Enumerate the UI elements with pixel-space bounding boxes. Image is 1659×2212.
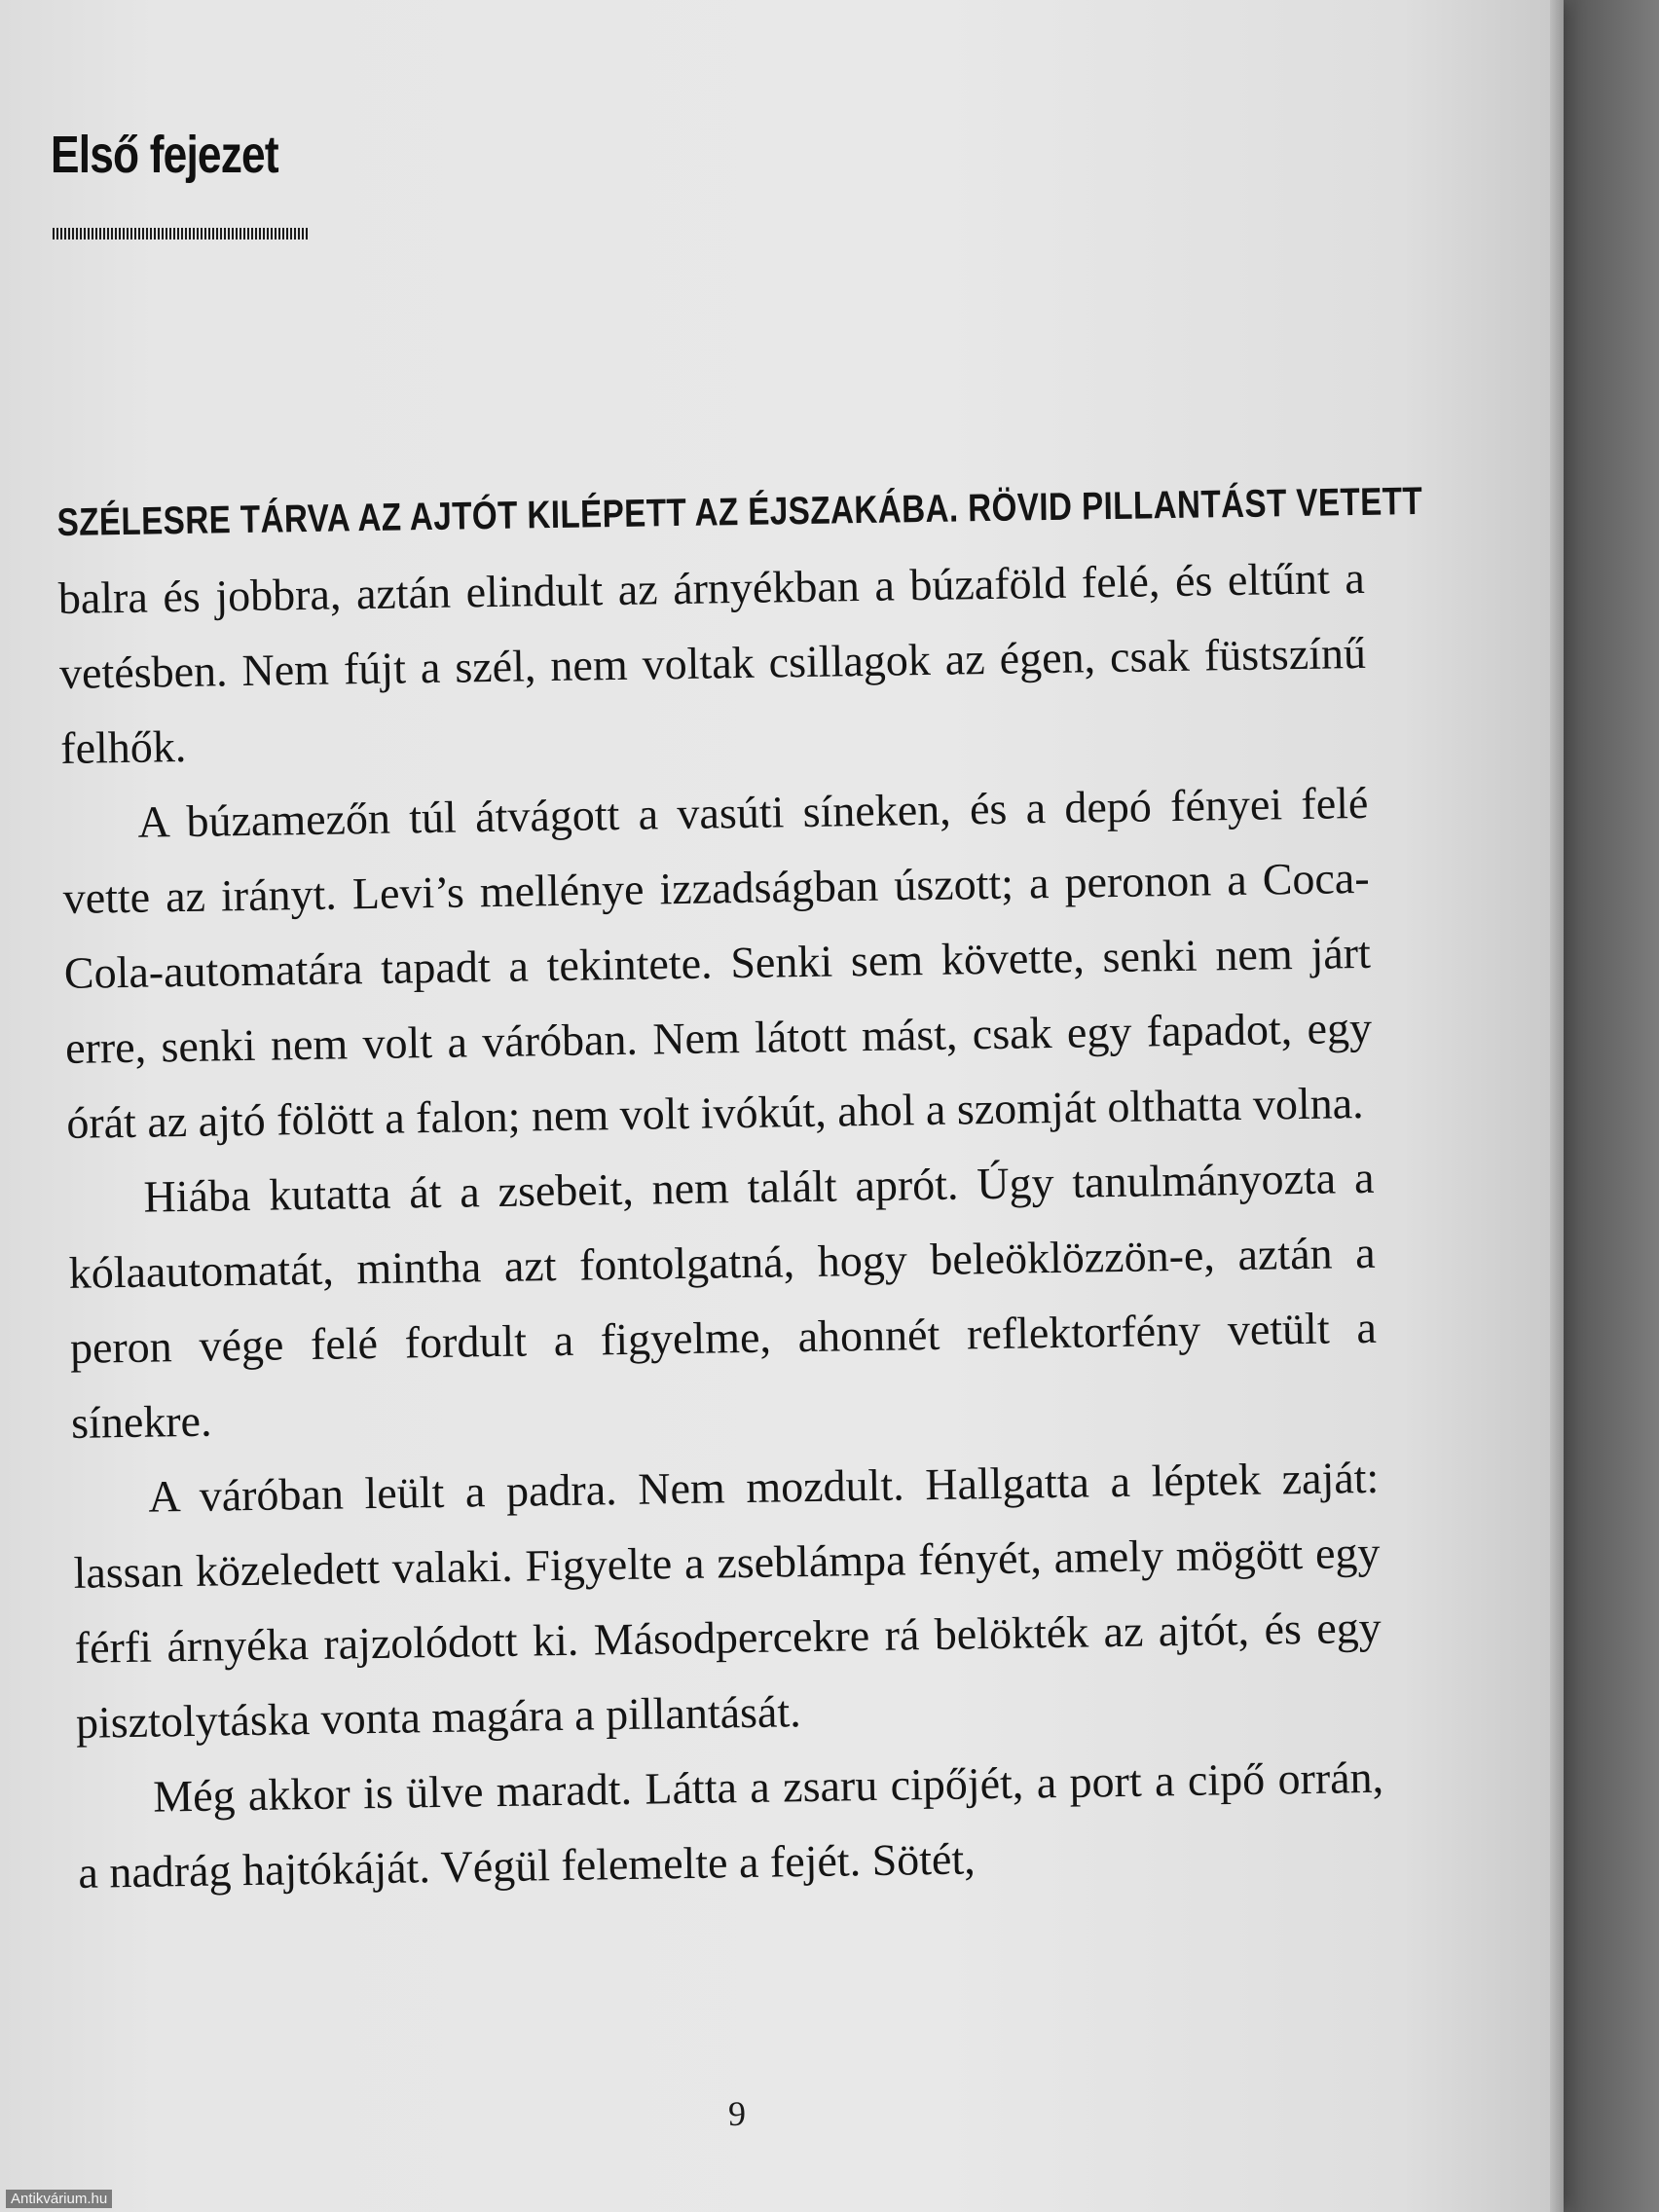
page-number: 9 [728,2094,746,2133]
paragraph-1 [56,462,1423,786]
paragraph-4: A váróban leült a padra. Nem mozdult. Hallgatta a léptek zaját: lassan közeledett valaki. Figyelte a zseblámpa fényét, amely mögött egy férfi árnyéka rajzolódott ki. Másodpercekre rá belökték az ajtót, és egy pisztolytáska vonta magára a pillantását. [73,1452,1382,1748]
paragraph-5: Még akkor is ülve maradt. Látta a zsaru cipőjét, a port a cipő orrán, a nadrág hajtókáját. Végül felemelte a fejét. Sötét, [78,1751,1384,1898]
lead-text: balra és jobbra, aztán elindult az árnyékban a búzaföld felé, és eltűnt a vetésben. Nem fújt a szél, nem voltak csillagok az égen, csak füstszínű felhők. [57,552,1367,773]
watermark: Antikvárium.hu [6,2190,112,2208]
chapter-title: Első fejezet [51,126,278,184]
page-edge [1550,0,1564,2212]
paragraph-2: A búzamezőn túl átvágott a vasúti síneken, és a depó fényei felé vette az irányt. Levi’s mellénye izzadságban úszott; a peronon a Coca-Cola-automatára tapadt a tekintete. Senki sem követte, senki nem járt erre, senki nem volt a váróban. Nem látott mást, csak egy fapadot, egy órát az ajtó fölött a falon; nem volt ivókút, ahol a szomját olthatta volna. [62,777,1373,1148]
chapter-rule [53,228,308,240]
body-text [56,462,1423,1910]
lead-small-caps: SZÉLESRE TÁRVA AZ AJTÓT KILÉPETT AZ ÉJSZAKÁBA. RÖVID PILLANTÁST VETETT [56,479,1423,544]
paragraph-3: Hiába kutatta át a zsebeit, nem talált aprót. Úgy tanulmányozta a kólaautomatát, mintha azt fontolgatná, hogy beleöklözzön-e, aztán a peron vége felé fordult a figyelme, ahonnét reflektorfény vetült a sínekre. [68,1152,1378,1448]
